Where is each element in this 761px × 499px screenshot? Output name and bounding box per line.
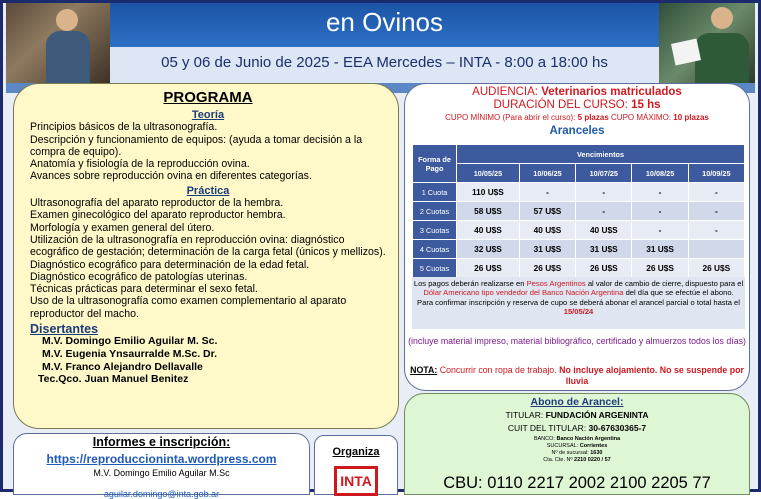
nota-bold: No incluye alojamiento. No se suspende por lluvia bbox=[559, 365, 744, 386]
nota bbox=[405, 365, 749, 387]
deadline-date: 15/05/24 bbox=[563, 306, 594, 316]
course-dates: 05 y 06 de Junio de 2025 - EEA Mercedes – INTA - 8:00 a 18:00 hs bbox=[161, 54, 608, 71]
vencimientos-header: Vencimientos bbox=[457, 145, 745, 164]
fee-cell: 40 U$S bbox=[519, 221, 575, 240]
row-label: 1 Cuota bbox=[413, 183, 457, 202]
sucursal bbox=[405, 443, 749, 450]
practica-item: Utilización de la ultrasonografía en reproducción ovina: diagnóstico ecográfico de gestación; determinación de la carga fetal (únicos y mellizos). bbox=[30, 233, 386, 259]
fee-cell: - bbox=[576, 202, 632, 221]
cta-label: Cta. Cte. Nº bbox=[543, 457, 573, 463]
programa-panel bbox=[13, 83, 399, 429]
fee-cell: 31 U$S bbox=[632, 240, 688, 259]
disertante: M.V. Franco Alejandro Dellavalle bbox=[42, 360, 203, 373]
banco-value: Banco Nación Argentina bbox=[556, 436, 621, 442]
aranceles-title: Aranceles bbox=[549, 125, 605, 137]
table-row bbox=[413, 259, 745, 278]
fee-cell: - bbox=[688, 183, 744, 202]
fee-cell: - bbox=[688, 221, 744, 240]
teoria-item: Principios básicos de la ultrasonografía. bbox=[30, 121, 218, 134]
disertante: M.V. Domingo Emilio Aguilar M. Sc. bbox=[42, 335, 218, 348]
person-body bbox=[695, 33, 749, 83]
practica-item: Diagnóstico ecográfico de patologías uterinas. bbox=[30, 270, 248, 283]
course-title: en Ovinos bbox=[325, 7, 444, 37]
fee-cell: 31 U$S bbox=[576, 240, 632, 259]
nsuc-label: Nº de sucursal: bbox=[551, 450, 589, 456]
includes-text: (incluye material impreso, material bibliográfico, certificado y almuerzos todos los días) bbox=[408, 336, 746, 346]
cta-value: 2210 0220 / 57 bbox=[574, 457, 611, 463]
contact-name: M.V. Domingo Emilio Aguilar M.Sc bbox=[93, 468, 230, 478]
aranceles-table bbox=[412, 144, 745, 278]
banco-label: BANCO: bbox=[533, 436, 555, 442]
fee-cell: - bbox=[688, 202, 744, 221]
note-text: al valor de cambio de cierre, dispuesto para el bbox=[587, 279, 744, 288]
inta-logo: INTA bbox=[334, 466, 378, 496]
practica-item: Morfología y examen general del útero. bbox=[30, 221, 215, 234]
duracion-label: DURACIÓN DEL CURSO: bbox=[493, 99, 628, 111]
table-row bbox=[413, 202, 745, 221]
fee-cell: 110 U$S bbox=[457, 183, 520, 202]
fee-cell: 32 U$S bbox=[457, 240, 520, 259]
note-highlight: Dólar Americano tipo vendedor del Banco Nación Argentina bbox=[423, 288, 624, 298]
note-text: Los pagos deberán realizarse en bbox=[413, 279, 525, 288]
disertantes-title: Disertantes bbox=[30, 322, 99, 337]
fee-cell: - bbox=[576, 183, 632, 202]
nota-text: Concurrir con ropa de trabajo. bbox=[439, 365, 557, 375]
table-row bbox=[413, 183, 745, 202]
row-label: 2 Cuotas bbox=[413, 202, 457, 221]
due-date: 10/07/25 bbox=[576, 164, 632, 183]
fee-cell: 26 U$S bbox=[519, 259, 575, 278]
practica-item: Uso de la ultrasonografía como examen complementario al aparato reproductor del macho. bbox=[30, 295, 347, 320]
titular-label: TITULAR: bbox=[505, 410, 544, 420]
cupos bbox=[405, 113, 749, 122]
fee-cell: 26 U$S bbox=[576, 259, 632, 278]
row-label: 4 Cuotas bbox=[413, 240, 457, 259]
duracion-value: 15 hs bbox=[631, 99, 661, 111]
nota-label: NOTA: bbox=[410, 365, 438, 375]
fee-cell: - bbox=[632, 183, 688, 202]
teoria-item: Anatomía y fisiología de la reproducción ovina. bbox=[30, 158, 250, 171]
cuit-label: CUIT DEL TITULAR: bbox=[507, 423, 587, 433]
teoria-title: Teoría bbox=[191, 109, 225, 121]
titular-value: FUNDACIÓN ARGENINTA bbox=[545, 410, 649, 420]
due-date: 10/08/25 bbox=[632, 164, 688, 183]
fee-cell: 26 U$S bbox=[457, 259, 520, 278]
disertante: M.V. Eugenia Ynsaurralde M.Sc. Dr. bbox=[42, 347, 218, 360]
practica-item: Diagnóstico ecográfico para determinación de la edad fetal. bbox=[30, 258, 310, 271]
person-body bbox=[46, 31, 90, 83]
teoria-item: Descripción y funcionamiento de equipos: (ayuda a tomar decisión a la compra de equipo). bbox=[30, 133, 363, 158]
row-label: 5 Cuotas bbox=[413, 259, 457, 278]
informes-panel bbox=[13, 433, 310, 499]
titular bbox=[405, 410, 749, 420]
banco bbox=[405, 436, 749, 443]
cupo-max-label: CUPO MÁXIMO: bbox=[611, 113, 672, 122]
sucursal-value: Corrientes bbox=[579, 443, 608, 449]
abono-panel bbox=[404, 393, 750, 495]
fee-cell: 40 U$S bbox=[576, 221, 632, 240]
cuenta bbox=[405, 457, 749, 464]
fee-cell: 26 U$S bbox=[688, 259, 744, 278]
nsuc-value: 1630 bbox=[590, 450, 603, 456]
fee-cell bbox=[688, 240, 744, 259]
fee-cell: 58 U$S bbox=[457, 202, 520, 221]
fee-cell: - bbox=[632, 202, 688, 221]
due-date: 10/09/25 bbox=[688, 164, 744, 183]
person-head bbox=[711, 7, 733, 29]
abono-title: Abono de Arancel: bbox=[530, 396, 624, 408]
note-text: del día que se efectúe el abono. bbox=[625, 288, 734, 298]
course-info-panel bbox=[404, 83, 750, 391]
table-row bbox=[413, 240, 745, 259]
note-text: Para confirmar inscripción y reserva de cupo se deberá abonar el arancel parcial o total hasta el bbox=[417, 297, 740, 307]
cupo-max-value: 10 plazas bbox=[673, 113, 709, 122]
due-date: 10/05/25 bbox=[457, 164, 520, 183]
photo-left bbox=[6, 3, 110, 83]
payment-note bbox=[412, 277, 745, 329]
practica-item: Ultrasonografía del aparato reproductor de la hembra. bbox=[30, 197, 284, 210]
fee-cell: - bbox=[519, 183, 575, 202]
teoria-item: Avances sobre reproducción ovina en diferentes categorías. bbox=[30, 170, 312, 183]
cupo-min-label: CUPO MÍNIMO (Para abrir el curso): bbox=[445, 113, 576, 122]
cuit-value: 30-67630365-7 bbox=[588, 423, 647, 433]
cupo-min-value: 5 plazas bbox=[577, 113, 609, 122]
fee-cell: - bbox=[632, 221, 688, 240]
organiza-title: Organiza bbox=[332, 446, 380, 458]
due-date: 10/06/25 bbox=[519, 164, 575, 183]
disertante: Tec.Qco. Juan Manuel Benitez bbox=[38, 373, 189, 386]
nro-sucursal bbox=[405, 450, 749, 457]
photo-right bbox=[659, 3, 755, 83]
website-link[interactable]: https://reproduccioninta.wordpress.com bbox=[46, 452, 277, 466]
practica-item: Técnicas prácticas para determinar el sexo fetal. bbox=[30, 283, 258, 296]
fee-cell: 57 U$S bbox=[519, 202, 575, 221]
fee-cell: 31 U$S bbox=[519, 240, 575, 259]
audiencia-value: Veterinarios matriculados bbox=[541, 86, 682, 98]
informes-title: Informes e inscripción: bbox=[92, 435, 231, 449]
person-head bbox=[56, 9, 78, 31]
organiza-panel bbox=[314, 435, 398, 495]
cbu: CBU: 0110 2217 2002 2100 2205 77 bbox=[443, 474, 711, 492]
audiencia bbox=[405, 86, 749, 98]
duracion bbox=[405, 99, 749, 111]
audiencia-label: AUDIENCIA: bbox=[472, 86, 538, 98]
fee-cell: 40 U$S bbox=[457, 221, 520, 240]
practica-item: Examen ginecológico del aparato reproductor hembra. bbox=[30, 209, 286, 222]
contact-email[interactable]: aguilar.domingo@inta.gob.ar bbox=[103, 489, 220, 499]
practica-title: Práctica bbox=[186, 184, 230, 197]
table-row bbox=[413, 221, 745, 240]
note-highlight: Pesos Argentinos bbox=[526, 279, 586, 288]
forma-pago-header: Forma de Pago bbox=[413, 145, 457, 183]
cuit bbox=[405, 423, 749, 433]
programa-title: PROGRAMA bbox=[163, 89, 253, 106]
row-label: 3 Cuotas bbox=[413, 221, 457, 240]
sucursal-label: SUCURSAL: bbox=[546, 443, 579, 449]
fee-cell: 26 U$S bbox=[632, 259, 688, 278]
